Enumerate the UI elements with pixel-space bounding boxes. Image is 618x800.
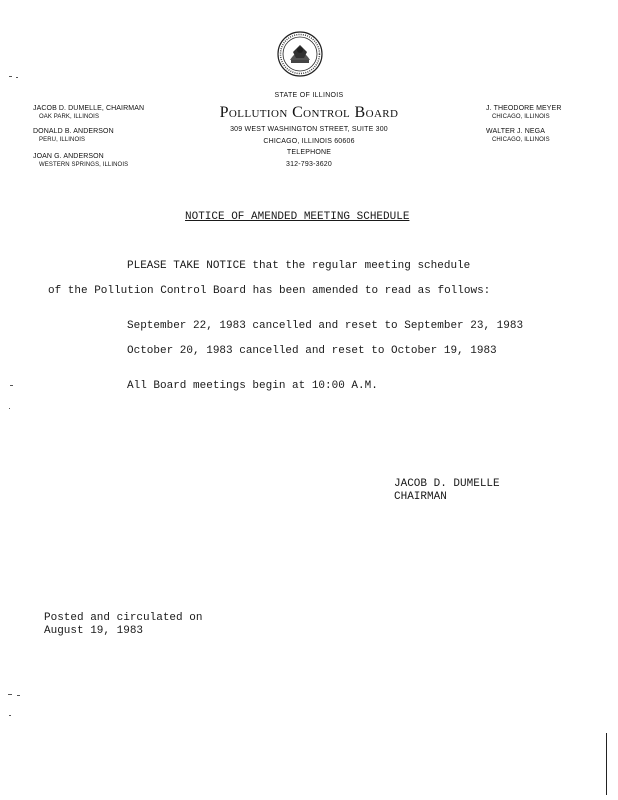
member-entry [33, 153, 128, 169]
state-seal-icon [276, 30, 324, 78]
member-name: JACOB D. DUMELLE, CHAIRMAN [33, 105, 145, 112]
member-name: JOAN G. ANDERSON [33, 153, 104, 160]
member-name: J. THEODORE MEYER [486, 105, 562, 112]
member-entry [486, 128, 550, 144]
state-label: STATE OF ILLINOIS [274, 92, 344, 99]
member-entry [486, 105, 561, 121]
address-line-2: CHICAGO, ILLINOIS 60606 [263, 138, 355, 145]
telephone-number: 312-793-3620 [286, 161, 332, 168]
posting-note-line-2: August 19, 1983 [44, 625, 144, 637]
scan-speck [16, 77, 18, 78]
telephone-label: TELEPHONE [286, 149, 332, 156]
member-location: PERU, ILLINOIS [39, 137, 86, 143]
board-name: Pollution Control Board [219, 104, 399, 121]
member-entry [33, 105, 144, 121]
scan-speck [8, 694, 12, 695]
scan-edge-line [606, 733, 607, 795]
member-location: WESTERN SPRINGS, ILLINOIS [39, 162, 129, 168]
notice-paragraph-line-2: of the Pollution Control Board has been amended to read as follows: [48, 285, 491, 297]
scan-speck [9, 715, 11, 716]
notice-paragraph-line-1: PLEASE TAKE NOTICE that the regular meeting schedule [127, 260, 471, 272]
scan-speck [10, 385, 13, 386]
member-location: OAK PARK, ILLINOIS [39, 114, 100, 120]
posting-note-line-1: Posted and circulated on [44, 612, 203, 624]
meeting-time-note: All Board meetings begin at 10:00 A.M. [127, 380, 378, 392]
scan-speck [9, 408, 10, 409]
member-name: WALTER J. NEGA [486, 128, 545, 135]
schedule-change-1: September 22, 1983 cancelled and reset to September 23, 1983 [127, 320, 524, 332]
schedule-change-2: October 20, 1983 cancelled and reset to October 19, 1983 [127, 345, 497, 357]
member-location: CHICAGO, ILLINOIS [492, 114, 550, 120]
scan-speck [17, 695, 20, 696]
notice-heading: NOTICE OF AMENDED MEETING SCHEDULE [185, 211, 410, 223]
member-entry [33, 128, 114, 144]
signatory-title: CHAIRMAN [394, 491, 447, 503]
scan-speck [9, 76, 12, 77]
address-line-1: 309 WEST WASHINGTON STREET, SUITE 300 [230, 126, 388, 133]
signatory-name: JACOB D. DUMELLE [394, 478, 500, 490]
member-location: CHICAGO, ILLINOIS [492, 137, 550, 143]
member-name: DONALD B. ANDERSON [33, 128, 114, 135]
